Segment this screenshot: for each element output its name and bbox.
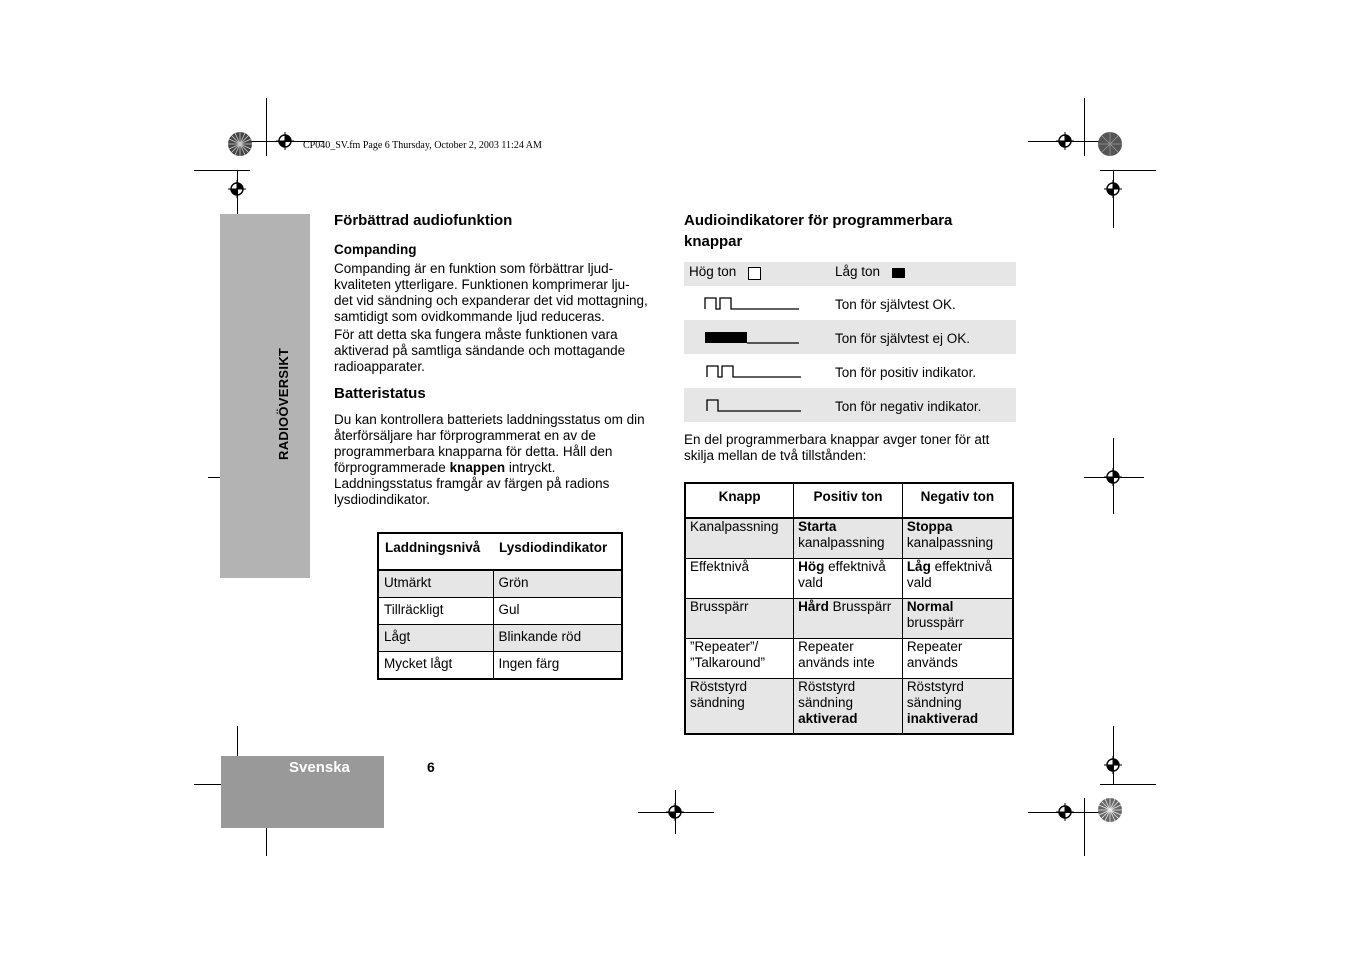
table-cell: Kanalpassning bbox=[685, 518, 794, 558]
title-line: knappar bbox=[684, 233, 743, 250]
footer-language: Svenska bbox=[289, 759, 350, 776]
table-row bbox=[685, 638, 1013, 678]
cell-text: Brusspärr bbox=[828, 598, 892, 614]
table-cell: Gul bbox=[493, 598, 622, 625]
cell-bold-text: Låg bbox=[906, 558, 931, 574]
tone-indicator-list bbox=[684, 262, 1016, 422]
text-line: det vid sändning och expanderar det vid mottagning, bbox=[334, 293, 648, 308]
subheading-companding: Companding bbox=[334, 242, 417, 257]
table-cell: Lågt bbox=[378, 625, 493, 652]
paragraph-companding-2 bbox=[334, 327, 674, 375]
cell-text: Röststyrd bbox=[906, 678, 964, 694]
table-cell bbox=[902, 598, 1013, 638]
cell-text: kanalpassning bbox=[906, 535, 994, 550]
text-line: programmerbara knapparna för detta. Håll den bbox=[334, 444, 613, 459]
crop-mark bbox=[266, 98, 267, 156]
table-row bbox=[378, 625, 622, 652]
table-header-row bbox=[685, 483, 1013, 518]
table-cell bbox=[794, 598, 903, 638]
page-number: 6 bbox=[427, 759, 435, 775]
table-cell: Grön bbox=[493, 570, 622, 598]
text-line: skilja mellan de två tillstånden: bbox=[684, 448, 867, 463]
table-cell: Ingen färg bbox=[493, 652, 622, 680]
cell-text: Repeater bbox=[798, 638, 854, 654]
text-line: återförsäljare har förprogrammerat en av de bbox=[334, 428, 596, 443]
cell-bold-text: Starta bbox=[798, 519, 837, 534]
text-line: För att detta ska fungera måste funktionen vara bbox=[334, 327, 618, 342]
crop-mark bbox=[1100, 170, 1156, 171]
table-cell: Brusspärr bbox=[685, 598, 794, 638]
cell-bold-text: Normal bbox=[906, 598, 954, 614]
text-line bbox=[334, 460, 674, 476]
text-line: aktiverad på samtliga sändande och mottagande bbox=[334, 343, 626, 358]
table-row bbox=[685, 678, 1013, 734]
battery-status-table bbox=[377, 532, 623, 680]
color-target-icon bbox=[227, 131, 253, 157]
table-header-row bbox=[378, 533, 622, 570]
tone-label: Ton för negativ indikator. bbox=[835, 399, 982, 414]
low-tone-box-icon bbox=[892, 268, 905, 278]
text-line: radioapparater. bbox=[334, 359, 425, 374]
cell-text: Röststyrd bbox=[690, 678, 748, 694]
tone-selftest-fail-icon bbox=[704, 330, 800, 344]
table-cell bbox=[902, 558, 1013, 598]
column-header: Positiv ton bbox=[794, 483, 903, 518]
cell-text: ”Talkaround” bbox=[690, 654, 766, 670]
table-cell: Mycket lågt bbox=[378, 652, 493, 680]
column-header: Laddningsnivå bbox=[378, 533, 493, 570]
color-target-icon bbox=[1097, 131, 1123, 157]
text-line: samtidigt som ovidkommande ljud reduceras. bbox=[334, 309, 605, 324]
section-title: Förbättrad audiofunktion bbox=[334, 212, 513, 229]
paragraph-tone-note bbox=[684, 432, 1024, 464]
crop-mark bbox=[1084, 798, 1085, 856]
color-target-icon bbox=[1097, 797, 1123, 823]
tone-row bbox=[684, 388, 1016, 422]
crop-mark bbox=[1100, 784, 1156, 785]
table-cell bbox=[902, 518, 1013, 558]
text-run-bold: knappen bbox=[449, 460, 506, 475]
cell-bold-text: Hög bbox=[798, 558, 825, 574]
text-line: lysdiodindikator. bbox=[334, 492, 431, 507]
registration-mark-icon bbox=[1104, 468, 1122, 486]
text-run: intryckt. bbox=[505, 460, 556, 475]
table-cell bbox=[685, 678, 794, 734]
table-row bbox=[378, 652, 622, 680]
tone-row bbox=[684, 354, 1016, 388]
crop-mark bbox=[1113, 726, 1114, 784]
crop-mark bbox=[1084, 98, 1085, 156]
table-cell: Blinkande röd bbox=[493, 625, 622, 652]
table-cell bbox=[902, 678, 1013, 734]
cell-text: används inte bbox=[798, 654, 875, 670]
tone-negative-icon bbox=[706, 398, 802, 412]
registration-mark-icon bbox=[276, 132, 294, 150]
tone-positive-icon bbox=[706, 364, 802, 378]
cell-bold-text: Stoppa bbox=[906, 519, 953, 534]
section-title-audio bbox=[684, 210, 952, 252]
tone-selftest-ok-icon bbox=[704, 296, 800, 310]
column-header: Negativ ton bbox=[902, 483, 1013, 518]
cell-text: Repeater bbox=[906, 638, 963, 654]
button-tone-table bbox=[684, 482, 1014, 735]
registration-mark-icon bbox=[1056, 803, 1074, 821]
high-tone-label: Hög ton bbox=[689, 264, 737, 279]
cell-text: sändning bbox=[906, 694, 962, 710]
section-label: RADIOÖVERSIKT bbox=[276, 347, 291, 460]
text-line: En del programmerbara knappar avger toner för att bbox=[684, 432, 990, 447]
column-header: Lysdiodindikator bbox=[493, 533, 622, 570]
crop-mark bbox=[194, 170, 250, 171]
tone-label: Ton för självtest ej OK. bbox=[835, 331, 971, 346]
cell-text: kanalpassning bbox=[798, 535, 885, 550]
text-line: Laddningsstatus framgår av färgen på radions bbox=[334, 476, 610, 491]
low-tone-label: Låg ton bbox=[835, 264, 881, 279]
text-run: förprogrammerade bbox=[334, 460, 450, 475]
text-line: Companding är en funktion som förbättrar ljud- bbox=[334, 261, 614, 276]
cell-text: effektnivå vald bbox=[906, 558, 993, 590]
tone-label: Ton för självtest OK. bbox=[835, 297, 956, 312]
tone-label: Ton för positiv indikator. bbox=[835, 365, 977, 380]
cell-text: sändning bbox=[798, 694, 853, 710]
section-side-tab bbox=[220, 214, 310, 578]
tone-row bbox=[684, 286, 1016, 320]
registration-mark-icon bbox=[1104, 180, 1122, 198]
cell-bold-text: inaktiverad bbox=[906, 710, 979, 726]
cell-text: effektnivå vald bbox=[798, 558, 886, 590]
table-row bbox=[378, 570, 622, 598]
table-cell bbox=[902, 638, 1013, 678]
table-cell bbox=[685, 638, 794, 678]
table-cell: Effektnivå bbox=[685, 558, 794, 598]
cell-bold-text: aktiverad bbox=[798, 710, 858, 726]
table-cell: Tillräckligt bbox=[378, 598, 493, 625]
table-row bbox=[378, 598, 622, 625]
table-row bbox=[685, 558, 1013, 598]
registration-mark-icon bbox=[1056, 132, 1074, 150]
table-cell bbox=[794, 678, 903, 734]
paragraph-companding-1 bbox=[334, 261, 674, 325]
table-row bbox=[685, 518, 1013, 558]
paragraph-battery bbox=[334, 412, 674, 508]
tone-legend-row bbox=[684, 262, 1016, 286]
text-line: Du kan kontrollera batteriets laddningsstatus om din bbox=[334, 412, 645, 427]
subheading-battery: Batteristatus bbox=[334, 385, 426, 402]
cell-text: används bbox=[906, 654, 958, 670]
cell-text: ”Repeater”/ bbox=[690, 638, 759, 654]
registration-mark-icon bbox=[1104, 756, 1122, 774]
tone-row bbox=[684, 320, 1016, 354]
cell-text: sändning bbox=[690, 694, 745, 710]
text-line: kvaliteten ytterligare. Funktionen komprimerar lju- bbox=[334, 277, 630, 292]
table-cell bbox=[794, 558, 903, 598]
crop-mark bbox=[1113, 170, 1114, 228]
cell-bold-text: Hård bbox=[798, 598, 829, 614]
table-row bbox=[685, 598, 1013, 638]
column-header: Knapp bbox=[685, 483, 794, 518]
registration-mark-icon bbox=[666, 803, 684, 821]
registration-mark-icon bbox=[228, 180, 246, 198]
cell-text: Röststyrd bbox=[798, 678, 856, 694]
table-cell bbox=[794, 638, 903, 678]
file-info-header: CP040_SV.fm Page 6 Thursday, October 2, 2003 11:24 AM bbox=[303, 140, 542, 151]
table-cell: Utmärkt bbox=[378, 570, 493, 598]
title-line: Audioindikatorer för programmerbara bbox=[684, 212, 953, 229]
cell-text: brusspärr bbox=[906, 614, 964, 630]
high-tone-box-icon bbox=[748, 267, 761, 280]
table-cell bbox=[794, 518, 903, 558]
